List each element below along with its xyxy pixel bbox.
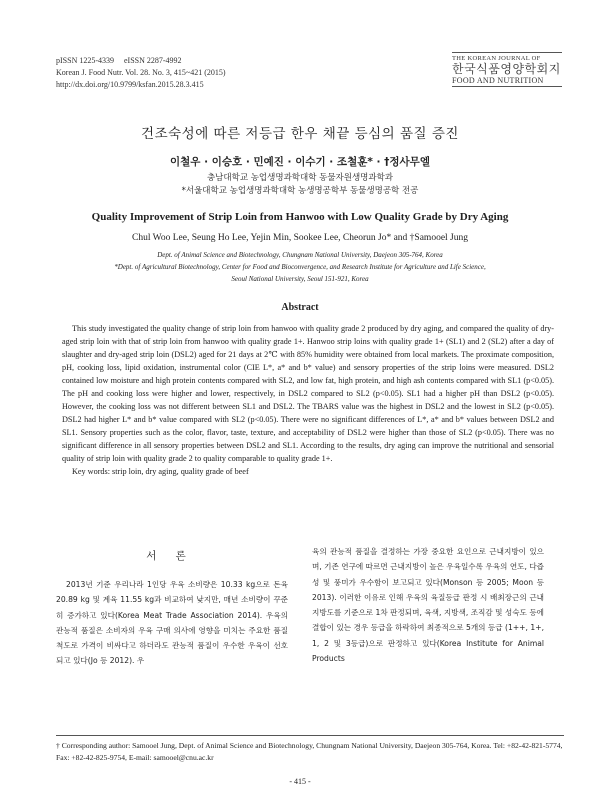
corresponding-author-footnote: † Corresponding author: Samooel Jung, Dept. of Animal Science and Biotechnology, Chungnam National University, Daejeon 305-764, Korea. Tel: +82-42-821-5774, Fax: +82-42-825-9754, E-mail: samooel@cnu.ac.kr	[56, 741, 563, 762]
intro-paragraph-right: 육의 관능적 품질을 결정하는 가장 중요한 요인으로 근내지방이 있으며, 기존 연구에 따르면 근내지방이 높은 우육일수록 우육의 연도, 다즙성 및 풍미가 우수함이 보고되고 있다(Monson 등 2005; Moon 등 2013). 이러한 이유로 인해 우육의 육질등급 판정 시 배최장근의 근내지방도를 기준으로 1차 판정되며, 육색, 지방색, 조직감 및 성숙도 등에 결합이 있는 경우 등급을 하락하여 최종적으로 5개의 등급 (1++, 1+, 1, 2 및 3등급)으로 판정하고 있다(Korea Institute for Animal Products	[312, 547, 544, 664]
issn-line: pISSN 1225-4339 eISSN 2287-4992	[56, 56, 182, 65]
affiliation-english-2: *Dept. of Agricultural Biotechnology, Center for Food and Bioconvergence, and Research Institute for Agriculture and Life Science,	[114, 263, 486, 271]
intro-column-left	[56, 577, 288, 669]
affiliation-english-3: Seoul National University, Seoul 151-921, Korea	[231, 275, 369, 283]
affiliation-korean-1: 충남대학교 농업생명과학대학 동물자원생명과학과	[206, 173, 394, 183]
paper-title-korean: 건조숙성에 따른 저등급 한우 채끝 등심의 품질 증진	[141, 126, 459, 142]
authors-english: Chul Woo Lee, Seung Ho Lee, Yejin Min, Sookee Lee, Cheorun Jo* and †Samooel Jung	[131, 233, 468, 243]
doi-link[interactable]: http://dx.doi.org/10.9799/ksfan.2015.28.3.415	[56, 80, 204, 89]
intro-column-right	[312, 544, 544, 666]
abstract-block	[62, 322, 554, 478]
paper-title-english: Quality Improvement of Strip Loin from Hanwoo with Low Quality Grade by Dry Aging	[91, 211, 509, 223]
keywords: Key words: strip loin, dry aging, quality grade of beef	[72, 467, 249, 476]
citation-header	[56, 55, 226, 91]
page-number: - 415 -	[289, 777, 311, 786]
journal-logo	[452, 52, 562, 87]
abstract-text: This study investigated the quality change of strip loin from hanwoo with quality grade 2 produced by dry aging, and compared the quality of dry-aged strip loin with that of strip loin from hanwoo with quality grade 1+. Hanwoo strip loins with quality grade 1+ (SL1) and 2 (SL2) after a day of slaughter and dry-aged strip loin (DSL2) aged for 21 days at 2℃ with 85% humidity were obtained from local markets. The proximate composition, pH, cooking loss, lipid oxidation, instrumental color (CIE L*, a* and b* value) and sensory properties of the strip loins were measured. DSL2 contained low moisture and high protein contents compared with SL2, and low fat, high protein, and high ash contents compared with SL1 (p<0.05). The pH and cooking loss were higher and lower, respectively, in DSL2 compared to SL2 (p<0.05). SL1 had a higher pH than DSL2 (p<0.05). However, the cooking loss was not different between SL1 and DSL2. The TBARS value was the highest in DSL2 and the lowest in SL2 (p<0.05). DSL2 had higher L* and b* value compared with SL2 (p<0.05). There were no significant differences of L*, a* and b* values between DSL2 and SL1. Sensory properties such as the color, flavor, taste, texture, and acceptability of DSL2 were higher than those of SL2 (p<0.05). There was no significant difference in all sensory properties between DSL2 and SL1. According to the results, dry aging can improve the nutritional and sensorial quality of strip loin with quality grade 2 to quality comparable to quality grade 1+.	[62, 324, 554, 463]
journal-name-korean: 한국식품영양학회지	[452, 62, 561, 76]
section-heading-introduction: 서 론	[146, 550, 194, 562]
intro-paragraph-left: 2013년 기준 우리나라 1인당 우육 소비량은 10.33 kg으로 돈육 20.89 kg 및 계육 11.55 kg과 비교하여 낮지만, 매년 소비량이 꾸준히 증가하고 있다(Korea Meat Trade Association 2014). 우육의 관능적 품질은 소비자의 우육 구매 의사에 영향을 미치는 주요한 품질척도로 가격이 비싸다고 하더라도 관능적 품질이 우수한 우육이 선호되고 있다(Jo 등 2012). 우	[56, 580, 288, 666]
authors-korean: 이철우 · 이승호 · 민예진 · 이수기 · 조철훈* · †정사무엘	[170, 156, 430, 168]
affiliation-korean-2: *서울대학교 농업생명과학대학 농생명공학부 동물생명공학 전공	[181, 186, 419, 196]
footnote-divider	[56, 735, 564, 736]
abstract-heading: Abstract	[281, 302, 319, 313]
journal-name-line1: THE KOREAN JOURNAL OF	[452, 52, 562, 62]
affiliation-english-1: Dept. of Animal Science and Biotechnology, Chungnam National University, Daejeon 305-764, Korea	[157, 251, 443, 259]
citation-line: Korean J. Food Nutr. Vol. 28. No. 3, 415~421 (2015)	[56, 68, 226, 77]
journal-name-line3: FOOD AND NUTRITION	[452, 76, 562, 87]
